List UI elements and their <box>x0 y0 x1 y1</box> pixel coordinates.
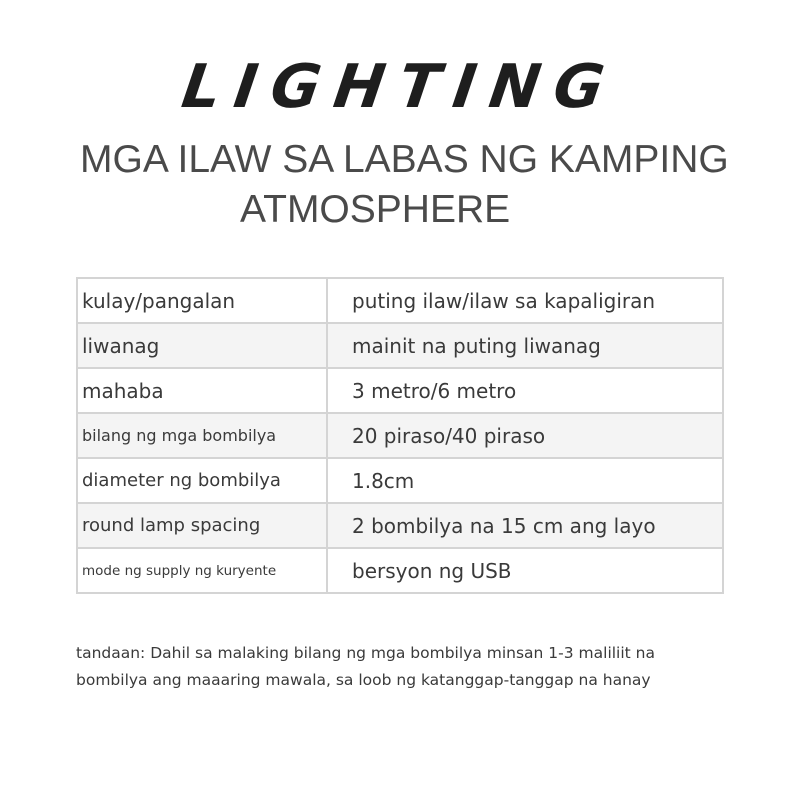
spec-label-brightness: liwanag <box>77 323 327 368</box>
footnote <box>76 640 766 694</box>
footnote-line: tandaan: Dahil sa malaking bilang ng mga bombilya minsan 1-3 maliliit na <box>76 644 655 662</box>
table-row <box>77 368 723 413</box>
page-title: MGA ILAW SA LABAS NG KAMPING <box>80 138 729 181</box>
spec-label-bulb-count: bilang ng mga bombilya <box>77 413 327 458</box>
brand-logo: LIGHTING <box>177 52 623 122</box>
table-row <box>77 503 723 548</box>
footnote-line: bombilya ang maaaring mawala, sa loob ng katanggap-tanggap na hanay <box>76 671 651 689</box>
table-row <box>77 323 723 368</box>
spec-value-bulb-count: 20 piraso/40 piraso <box>327 413 723 458</box>
table-row <box>77 413 723 458</box>
spec-value-spacing: 2 bombilya na 15 cm ang layo <box>327 503 723 548</box>
spec-value-color: puting ilaw/ilaw sa kapaligiran <box>327 278 723 323</box>
page-subtitle: ATMOSPHERE <box>240 188 511 231</box>
spec-label-power-supply: mode ng supply ng kuryente <box>77 548 327 593</box>
table-row <box>77 278 723 323</box>
table-row <box>77 458 723 503</box>
spec-table <box>76 277 724 594</box>
spec-label-color: kulay/pangalan <box>77 278 327 323</box>
spec-label-diameter: diameter ng bombilya <box>77 458 327 503</box>
spec-value-brightness: mainit na puting liwanag <box>327 323 723 368</box>
spec-label-length: mahaba <box>77 368 327 413</box>
table-row <box>77 548 723 593</box>
spec-value-length: 3 metro/6 metro <box>327 368 723 413</box>
spec-value-power-supply: bersyon ng USB <box>327 548 723 593</box>
spec-label-spacing: round lamp spacing <box>77 503 327 548</box>
spec-value-diameter: 1.8cm <box>327 458 723 503</box>
